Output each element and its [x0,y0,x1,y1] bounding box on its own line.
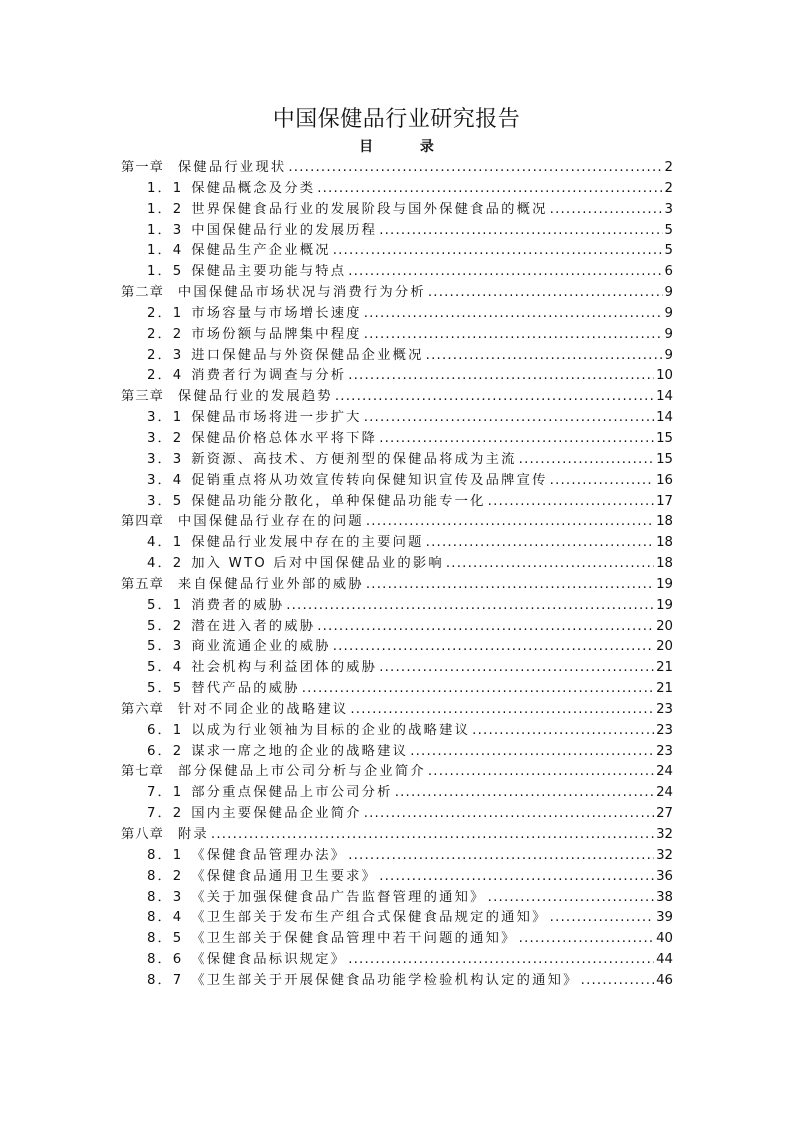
toc-entry-label: 来自保健品行业外部的威胁 [177,576,364,592]
toc-dot-leader [348,366,654,387]
toc-section-entry[interactable] [121,971,673,992]
toc-entry-label: 《卫生部关于发布生产组合式保健食品规定的通知》 [191,910,548,926]
toc-section-entry[interactable] [121,554,673,575]
toc-entry-label: 《卫生部关于保健食品管理中若干问题的通知》 [191,931,517,947]
toc-entry-label: 中国保健品市场状况与消费行为分析 [177,285,426,301]
toc-section-entry[interactable] [121,450,673,471]
toc-section-entry[interactable] [121,346,673,367]
toc-entry-page: 18 [656,556,673,572]
toc-entry-number: 4．2 [147,556,184,572]
toc-entry-number: 1．1 [147,180,184,196]
toc-chapter-entry[interactable] [121,512,673,533]
toc-section-entry[interactable] [121,617,673,638]
toc-entry-number: 第一章 [121,160,164,175]
toc-entry-number: 8．2 [147,868,184,884]
toc-dot-leader [379,221,662,242]
toc-entry-label: 市场容量与市场增长速度 [191,305,362,321]
toc-entry-page: 14 [656,389,673,405]
toc-dot-leader [379,658,654,679]
toc-entry-number: 5．4 [147,660,184,676]
toc-section-entry[interactable] [121,867,673,888]
toc-chapter-entry[interactable] [121,158,673,179]
toc-section-entry[interactable] [121,325,673,346]
toc-entry-page: 15 [656,451,673,467]
toc-dot-leader [364,304,663,325]
toc-entry-number: 2．3 [147,347,184,363]
toc-entry-page: 9 [664,285,673,301]
toc-section-entry[interactable] [121,429,673,450]
toc-entry-page: 38 [656,889,673,905]
toc-dot-leader [446,554,654,575]
toc-entry-label: 保健品功能分散化，单种保健品功能专一化 [191,493,486,509]
toc-entry-page: 44 [656,952,673,968]
toc-entry-label: 谋求一席之地的企业的战略建议 [191,743,409,759]
toc-entry-number: 第八章 [121,827,164,842]
toc-entry-number: 3．1 [147,410,184,426]
toc-entry-label: 消费者的威胁 [191,597,285,613]
toc-entry-number: 8．5 [147,931,184,947]
toc-entry-number: 2．4 [147,368,184,384]
toc-section-entry[interactable] [121,742,673,763]
toc-entry-page: 40 [656,931,673,947]
toc-entry-label: 《保健食品标识规定》 [191,952,347,968]
toc-entry-label: 市场份额与品牌集中程度 [191,326,362,342]
toc-entry-number: 7．1 [147,785,184,801]
toc-dot-leader [426,346,663,367]
toc-entry-number: 5．2 [147,618,184,634]
toc-entry-page: 21 [656,681,673,697]
toc-entry-number: 8．7 [147,972,184,988]
toc-section-entry[interactable] [121,221,673,242]
document-title: 中国保健品行业研究报告 [272,107,521,132]
toc-entry-label: 商业流通企业的威胁 [191,639,331,655]
toc-dot-leader [366,512,654,533]
toc-dot-leader [288,158,662,179]
toc-entry-label: 国内主要保健品企业简介 [191,806,362,822]
toc-dot-leader [472,721,654,742]
toc-entry-label: 保健品行业现状 [177,160,287,175]
toc-entry-number: 3．3 [147,451,184,467]
toc-entry-number: 6．1 [147,722,184,738]
toc-entry-label: 部分重点保健品上市公司分析 [191,785,393,801]
toc-entry-number: 8．4 [147,910,184,926]
toc-dot-leader [488,492,654,513]
toc-entry-page: 14 [656,410,673,426]
toc-entry-label: 进口保健品与外资保健品企业概况 [191,347,424,363]
toc-dot-leader [333,637,654,658]
toc-entry-number: 1．5 [147,264,184,280]
toc-chapter-entry[interactable] [121,283,673,304]
toc-section-entry[interactable] [121,262,673,283]
toc-section-entry[interactable] [121,783,673,804]
toc-section-entry[interactable] [121,929,673,950]
toc-entry-number: 5．1 [147,597,184,613]
toc-dot-leader [519,929,654,950]
toc-heading: 目 录 [359,139,448,155]
toc-entry-label: 保健品概念及分类 [191,180,316,196]
toc-entry-page: 6 [664,264,673,280]
toc-entry-page: 5 [664,243,673,259]
toc-entry-number: 4．1 [147,535,184,551]
toc-dot-leader [286,596,654,617]
toc-entry-label: 《保健食品管理办法》 [191,847,347,863]
toc-dot-leader [426,533,654,554]
toc-entry-number: 8．3 [147,889,184,905]
toc-entry-number: 1．3 [147,222,184,238]
toc-section-entry[interactable] [121,366,673,387]
toc-entry-number: 第二章 [121,285,164,301]
toc-entry-number: 8．1 [147,847,184,863]
toc-entry-page: 5 [664,222,673,238]
toc-entry-page: 10 [656,368,673,384]
toc-chapter-entry[interactable] [121,387,673,408]
toc-section-entry[interactable] [121,637,673,658]
toc-entry-page: 2 [664,180,673,196]
toc-dot-leader [428,283,663,304]
toc-entry-page: 19 [656,576,673,592]
toc-entry-label: 保健品行业发展中存在的主要问题 [191,535,424,551]
toc-chapter-entry[interactable] [121,575,673,596]
toc-entry-label: 中国保健品行业存在的问题 [177,514,364,530]
toc-entry-label: 潜在进入者的威胁 [191,618,316,634]
toc-entry-label: 新资源、高技术、方便剂型的保健品将成为主流 [191,451,517,467]
toc-section-entry[interactable] [121,408,673,429]
toc-entry-label: 保健品价格总体水平将下降 [191,430,378,446]
toc-entry-number: 5．3 [147,639,184,655]
toc-dot-leader [366,575,654,596]
toc-dot-leader [333,241,663,262]
toc-entry-page: 46 [656,972,673,988]
toc-dot-leader [348,262,662,283]
toc-entry-page: 18 [656,535,673,551]
toc-entry-page: 24 [656,764,673,780]
toc-entry-label: 针对不同企业的战略建议 [177,701,349,717]
toc-dot-leader [379,867,654,888]
toc-entry-number: 第三章 [121,389,164,405]
toc-entry-page: 3 [664,201,673,217]
toc-entry-number: 5．5 [147,681,184,697]
toc-entry-label: 保健品行业的发展趋势 [177,389,333,405]
toc-entry-page: 17 [656,493,673,509]
toc-entry-page: 23 [656,743,673,759]
toc-entry-label: 《卫生部关于开展保健食品功能学检验机构认定的通知》 [191,972,579,988]
toc-entry-label: 加入 WTO 后对中国保健品业的影响 [191,556,444,572]
toc-entry-number: 7．2 [147,806,184,822]
toc-entry-page: 39 [656,910,673,926]
toc-dot-leader [211,825,654,846]
toc-section-entry[interactable] [121,888,673,909]
toc-section-entry[interactable] [121,492,673,513]
toc-dot-leader [350,700,654,721]
toc-entry-label: 保健品生产企业概况 [191,243,331,259]
toc-entry-number: 8．6 [147,952,184,968]
toc-dot-leader [379,429,654,450]
toc-dot-leader [395,783,654,804]
toc-entry-page: 21 [656,660,673,676]
toc-entry-number: 2．1 [147,305,184,321]
toc-entry-label: 部分保健品上市公司分析与企业简介 [177,764,426,780]
toc-dot-leader [410,742,654,763]
toc-entry-number: 1．2 [147,201,184,217]
toc-section-entry[interactable] [121,533,673,554]
toc-entry-number: 3．4 [147,472,184,488]
toc-dot-leader [550,471,654,492]
toc-entry-page: 36 [656,868,673,884]
toc-entry-page: 19 [656,597,673,613]
toc-entry-label: 保健品市场将进一步扩大 [191,410,362,426]
toc-section-entry[interactable] [121,200,673,221]
toc-dot-leader [581,971,654,992]
toc-entry-label: 替代产品的威胁 [191,681,300,697]
toc-entry-page: 23 [656,722,673,738]
toc-entry-number: 第五章 [121,576,164,592]
toc-section-entry[interactable] [121,679,673,700]
toc-dot-leader [364,804,654,825]
toc-section-entry[interactable] [121,241,673,262]
toc-entry-label: 社会机构与利益团体的威胁 [191,660,378,676]
toc-section-entry[interactable] [121,179,673,200]
toc-entry-label: 促销重点将从功效宣传转向保健知识宣传及品牌宣传 [191,472,548,488]
toc-chapter-entry[interactable] [121,762,673,783]
toc-entry-page: 32 [656,827,673,842]
toc-entry-label: 中国保健品行业的发展历程 [191,222,378,238]
toc-entry-page: 9 [664,326,673,342]
toc-entry-label: 附录 [177,827,209,842]
toc-entry-number: 1．4 [147,243,184,259]
toc-entry-label: 保健品主要功能与特点 [191,264,347,280]
toc-section-entry[interactable] [121,950,673,971]
toc-entry-page: 9 [664,347,673,363]
toc-section-entry[interactable] [121,471,673,492]
toc-dot-leader [317,179,662,200]
toc-entry-page: 32 [656,847,673,863]
toc-entry-page: 23 [656,701,673,717]
toc-entry-page: 20 [656,618,673,634]
toc-entry-number: 6．2 [147,743,184,759]
toc-chapter-entry[interactable] [121,825,673,846]
table-of-contents [121,158,673,992]
toc-entry-page: 15 [656,430,673,446]
toc-section-entry[interactable] [121,721,673,742]
toc-entry-number: 第七章 [121,764,164,780]
toc-section-entry[interactable] [121,846,673,867]
toc-entry-label: 消费者行为调查与分析 [191,368,347,384]
toc-dot-leader [550,908,654,929]
toc-entry-page: 2 [664,160,673,175]
toc-entry-label: 《保健食品通用卫生要求》 [191,868,378,884]
toc-entry-number: 第四章 [121,514,164,530]
toc-dot-leader [348,950,654,971]
toc-dot-leader [364,325,663,346]
toc-entry-page: 24 [656,785,673,801]
toc-dot-leader [348,846,654,867]
toc-section-entry[interactable] [121,908,673,929]
toc-section-entry[interactable] [121,658,673,679]
toc-dot-leader [428,762,654,783]
toc-dot-leader [488,888,654,909]
toc-section-entry[interactable] [121,596,673,617]
toc-dot-leader [550,200,663,221]
toc-entry-label: 《关于加强保健食品广告监督管理的通知》 [191,889,486,905]
toc-entry-number: 2．2 [147,326,184,342]
toc-chapter-entry[interactable] [121,700,673,721]
toc-entry-label: 以成为行业领袖为目标的企业的战略建议 [191,722,471,738]
toc-entry-page: 27 [656,806,673,822]
toc-dot-leader [302,679,654,700]
toc-entry-page: 18 [656,514,673,530]
toc-section-entry[interactable] [121,304,673,325]
toc-dot-leader [317,617,654,638]
toc-section-entry[interactable] [121,804,673,825]
toc-dot-leader [519,450,654,471]
toc-entry-number: 3．2 [147,430,184,446]
toc-entry-page: 16 [656,472,673,488]
toc-entry-page: 20 [656,639,673,655]
toc-entry-label: 世界保健食品行业的发展阶段与国外保健食品的概况 [191,201,548,217]
toc-entry-number: 3．5 [147,493,184,509]
toc-dot-leader [335,387,654,408]
toc-dot-leader [364,408,654,429]
toc-entry-page: 9 [664,305,673,321]
toc-entry-number: 第六章 [121,701,164,717]
